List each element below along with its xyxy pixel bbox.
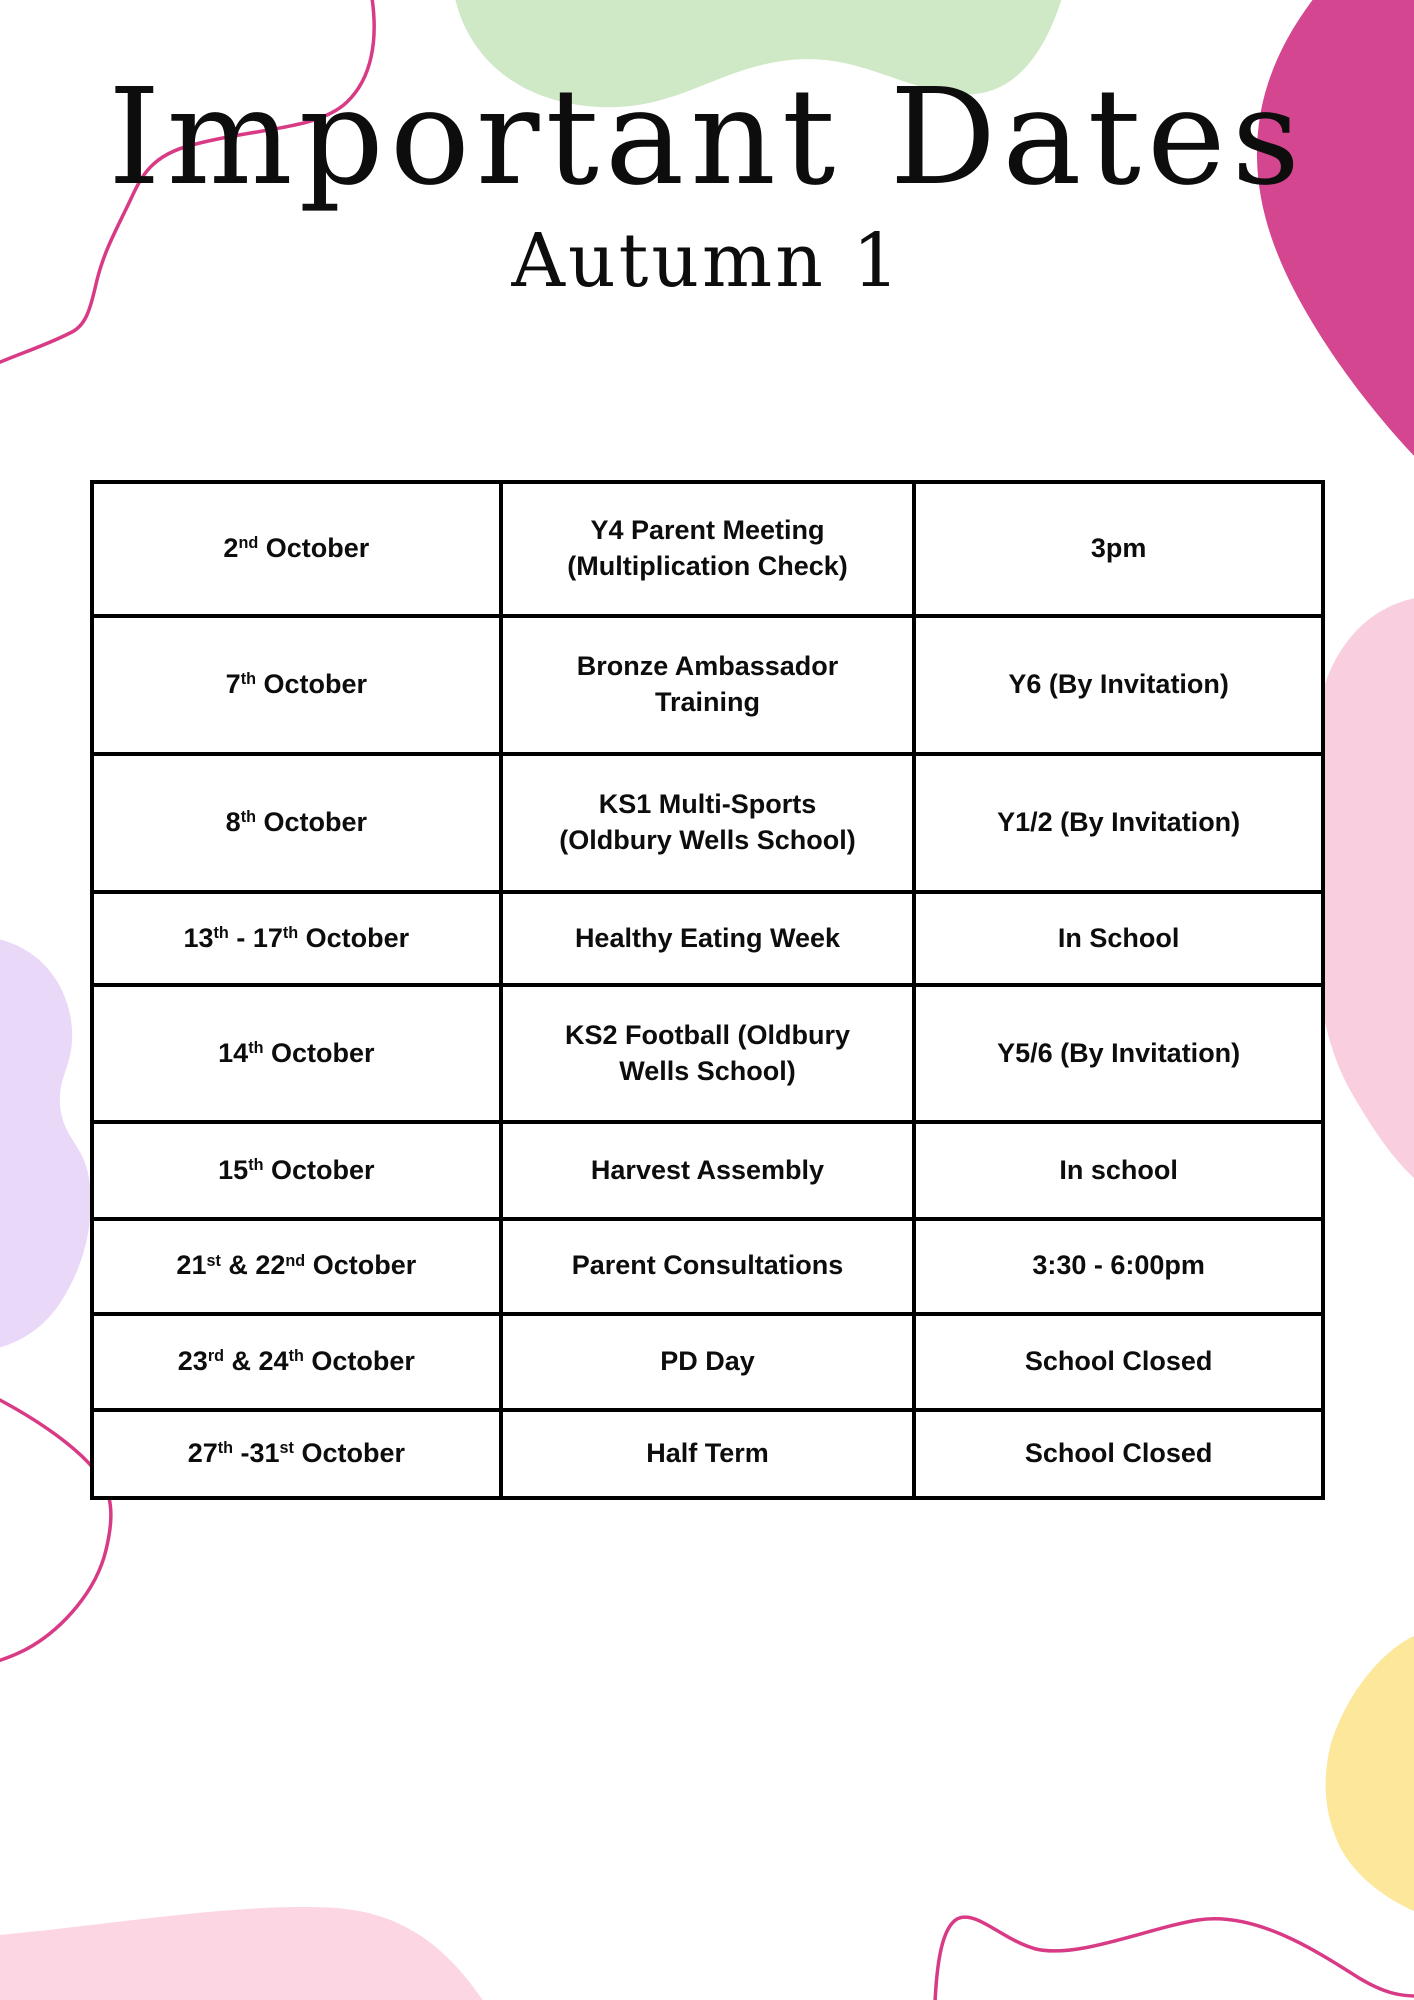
- event-cell: Bronze Ambassador Training: [501, 616, 915, 753]
- date-cell: 2nd October: [92, 482, 501, 616]
- page-title: Important Dates: [108, 61, 1306, 215]
- date-cell: 8th October: [92, 754, 501, 892]
- date-cell: 15th October: [92, 1122, 501, 1219]
- date-cell: 7th October: [92, 616, 501, 753]
- event-cell: KS2 Football (Oldbury Wells School): [501, 985, 915, 1122]
- detail-cell: 3:30 - 6:00pm: [914, 1219, 1323, 1314]
- detail-cell: In school: [914, 1122, 1323, 1219]
- dates-table: [90, 480, 1325, 1500]
- pale-pink-blob: [0, 1907, 484, 2000]
- lavender-blob: [0, 939, 91, 1348]
- detail-cell: In School: [914, 892, 1323, 985]
- event-cell: Harvest Assembly: [501, 1122, 915, 1219]
- detail-cell: 3pm: [914, 482, 1323, 616]
- detail-cell: Y5/6 (By Invitation): [914, 985, 1323, 1122]
- page-subtitle: Autumn 1: [511, 218, 903, 304]
- date-cell: 13th - 17th October: [92, 892, 501, 985]
- detail-cell: School Closed: [914, 1314, 1323, 1411]
- event-cell: KS1 Multi-Sports (Oldbury Wells School): [501, 754, 915, 892]
- event-cell: Healthy Eating Week: [501, 892, 915, 985]
- detail-cell: School Closed: [914, 1410, 1323, 1498]
- detail-cell: Y6 (By Invitation): [914, 616, 1323, 753]
- event-cell: Y4 Parent Meeting (Multiplication Check): [501, 482, 915, 616]
- event-cell: Half Term: [501, 1410, 915, 1498]
- event-cell: PD Day: [501, 1314, 915, 1411]
- yellow-blob: [1326, 1635, 1414, 1912]
- pink-blob-right: [1315, 598, 1414, 1180]
- date-cell: 14th October: [92, 985, 501, 1122]
- event-cell: Parent Consultations: [501, 1219, 915, 1314]
- pink-squiggle-bottom-right-icon: [935, 1917, 1414, 2000]
- date-cell: 21st & 22nd October: [92, 1219, 501, 1314]
- detail-cell: Y1/2 (By Invitation): [914, 754, 1323, 892]
- date-cell: 23rd & 24th October: [92, 1314, 501, 1411]
- date-cell: 27th -31st October: [92, 1410, 501, 1498]
